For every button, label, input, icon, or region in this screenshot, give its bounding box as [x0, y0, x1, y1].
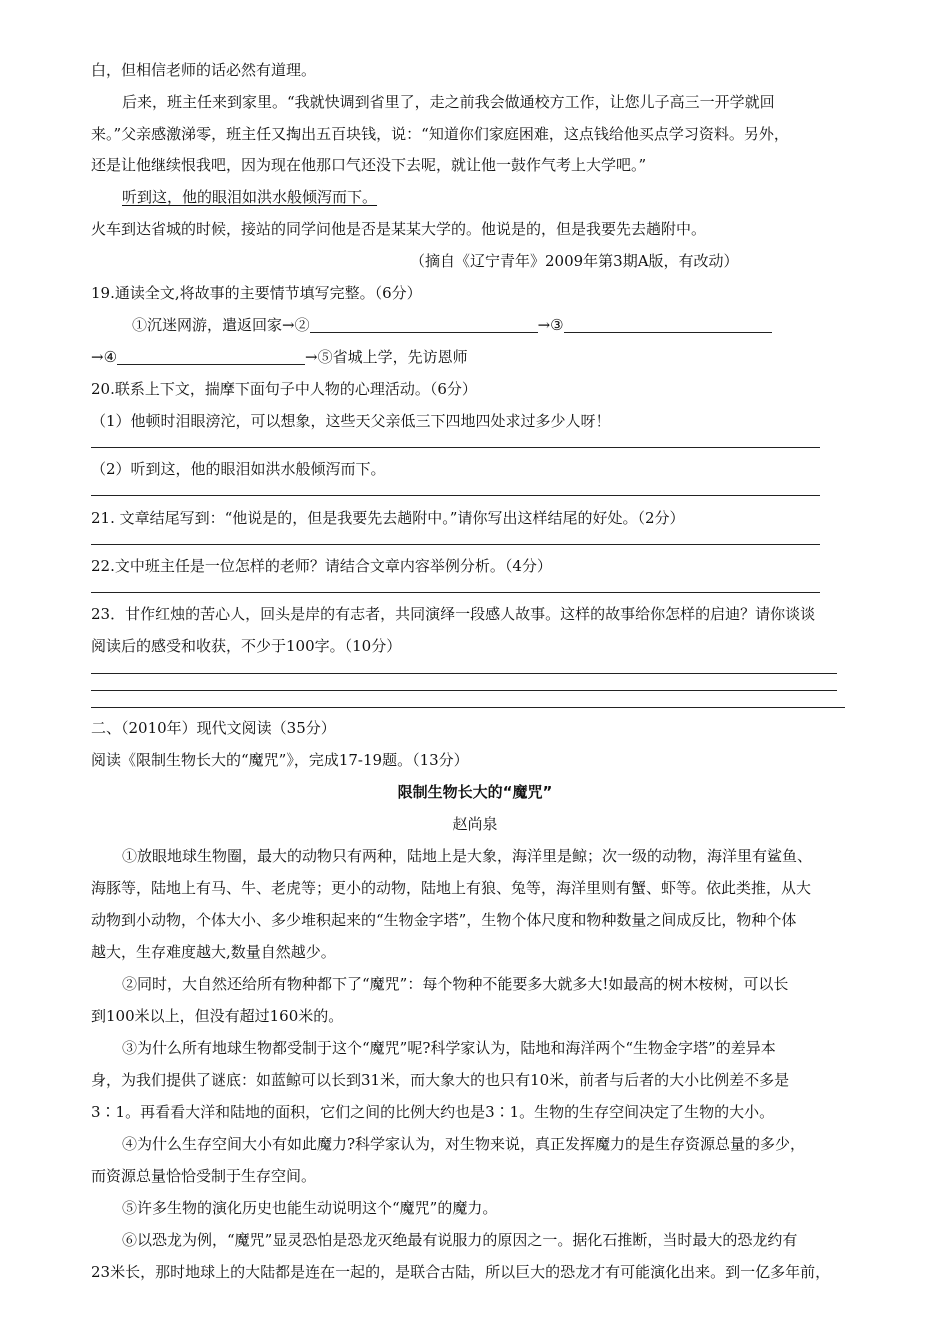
article-line: 身，为我们提供了谜底：如蓝鲸可以长到31米，而大象大的也只有10米，前者与后者的大小比例差不多是: [91, 1071, 790, 1089]
article-line: ③为什么所有地球生物都受制于这个“魔咒”呢?科学家认为，陆地和海洋两个“生物金字塔”的差异本: [122, 1039, 776, 1057]
question-19: 19.通读全文,将故事的主要情节填写完整。（6分）: [91, 284, 422, 302]
question-21: 21. 文章结尾写到：“他说是的，但是我要先去趟附中。”请你写出这样结尾的好处。（2分）: [91, 509, 685, 527]
answer-line[interactable]: [91, 592, 820, 593]
article-line: ①放眼地球生物圈，最大的动物只有两种，陆地上是大象，海洋里是鲸；次一级的动物，海洋里有鲨鱼、: [122, 847, 813, 865]
paragraph-line: 还是让他继续恨我吧，因为现在他那口气还没下去呢，就让他一鼓作气考上大学吧。”: [91, 156, 647, 174]
article-line: 到100米以上，但没有超过160米的。: [91, 1007, 344, 1025]
question-20-1: （1）他顿时泪眼滂沱，可以想象，这些天父亲低三下四地四处求过多少人呀！: [91, 412, 611, 430]
article-line: ⑥以恐龙为例，“魔咒”显灵恐怕是恐龙灭绝最有说服力的原因之一。据化石推断，当时最大的恐龙约有: [122, 1231, 798, 1249]
article-line: 海豚等，陆地上有马、牛、老虎等；更小的动物，陆地上有狼、兔等，海洋里则有蟹、虾等。依此类推，从大: [91, 879, 812, 897]
plot-step-5: →⑤省城上学，先访恩师: [305, 348, 468, 366]
paragraph-line: 白，但相信老师的话必然有道理。: [91, 61, 317, 79]
article-line: 3∶1。再看看大洋和陆地的面积，它们之间的比例大约也是3∶1。生物的生存空间决定了生物的大小。: [91, 1103, 775, 1121]
paragraph-line: 后来，班主任来到家里。“我就快调到省里了，走之前我会做通校方工作，让您儿子高三一开学就回: [122, 93, 775, 111]
source-citation: （摘自《辽宁青年》2009年第3期A版，有改动）: [410, 252, 739, 270]
article-line: 越大，生存难度越大,数量自然越少。: [91, 943, 336, 961]
answer-blank-3[interactable]: [564, 316, 772, 333]
question-20-2: （2）听到这，他的眼泪如洪水般倾泻而下。: [91, 460, 386, 478]
question-23-line-1: 23．甘作红烛的苦心人，回头是岸的有志者，共同演绎一段感人故事。这样的故事给你怎样的启迪？请你谈谈: [91, 605, 816, 623]
question-19-plot: [132, 315, 772, 335]
answer-blank-2[interactable]: [310, 316, 538, 333]
answer-line[interactable]: [91, 447, 820, 448]
question-19-plot-2: [91, 347, 468, 367]
question-20: 20.联系上下文，揣摩下面句子中人物的心理活动。（6分）: [91, 380, 477, 398]
section-instruction: 阅读《限制生物长大的“魔咒”》，完成17-19题。（13分）: [91, 751, 469, 769]
answer-line[interactable]: [91, 544, 820, 545]
question-22: 22.文中班主任是一位怎样的老师？请结合文章内容举例分析。（4分）: [91, 557, 552, 575]
article-line: ⑤许多生物的演化历史也能生动说明这个“魔咒”的魔力。: [122, 1199, 498, 1217]
plot-step-1: ①沉迷网游，遣返回家→②: [132, 316, 310, 334]
article-line: 而资源总量恰恰受制于生存空间。: [91, 1167, 317, 1185]
answer-blank-4[interactable]: [117, 348, 305, 365]
underlined-sentence: 听到这，他的眼泪如洪水般倾泻而下。: [122, 188, 378, 206]
article-line: 动物到小动物，个体大小、多少堆积起来的“生物金字塔”，生物个体尺度和物种数量之间成反比，物种个体: [91, 911, 797, 929]
plot-arrow-3: →③: [537, 316, 564, 334]
answer-line[interactable]: [91, 690, 837, 691]
article-line: 23米长，那时地球上的大陆都是连在一起的，是联合古陆，所以巨大的恐龙才有可能演化出来。到一亿多年前，: [91, 1263, 831, 1281]
plot-arrow-4: →④: [91, 348, 118, 366]
question-23-line-2: 阅读后的感受和收获，不少于100字。（10分）: [91, 637, 402, 655]
article-title: 限制生物长大的“魔咒”: [397, 783, 553, 801]
article-author: 赵尚泉: [452, 815, 498, 833]
answer-line[interactable]: [91, 707, 845, 708]
section-heading: 二、（2010年）现代文阅读（35分）: [91, 719, 336, 737]
article-line: ④为什么生存空间大小有如此魔力?科学家认为，对生物来说，真正发挥魔力的是生存资源总量的多少，: [122, 1135, 806, 1153]
paragraph-line: 火车到达省城的时候，接站的同学问他是否是某某大学的。他说是的，但是我要先去趟附中。: [91, 220, 707, 238]
paragraph-line: 来。”父亲感激涕零，班主任又掏出五百块钱，说：“知道你们家庭困难，这点钱给他买点学习资料。另外，: [91, 125, 789, 143]
answer-line[interactable]: [91, 673, 837, 674]
article-line: ②同时，大自然还给所有物种都下了“魔咒”：每个物种不能要多大就多大!如最高的树木桉树，可以长: [122, 975, 789, 993]
answer-line[interactable]: [91, 495, 820, 496]
